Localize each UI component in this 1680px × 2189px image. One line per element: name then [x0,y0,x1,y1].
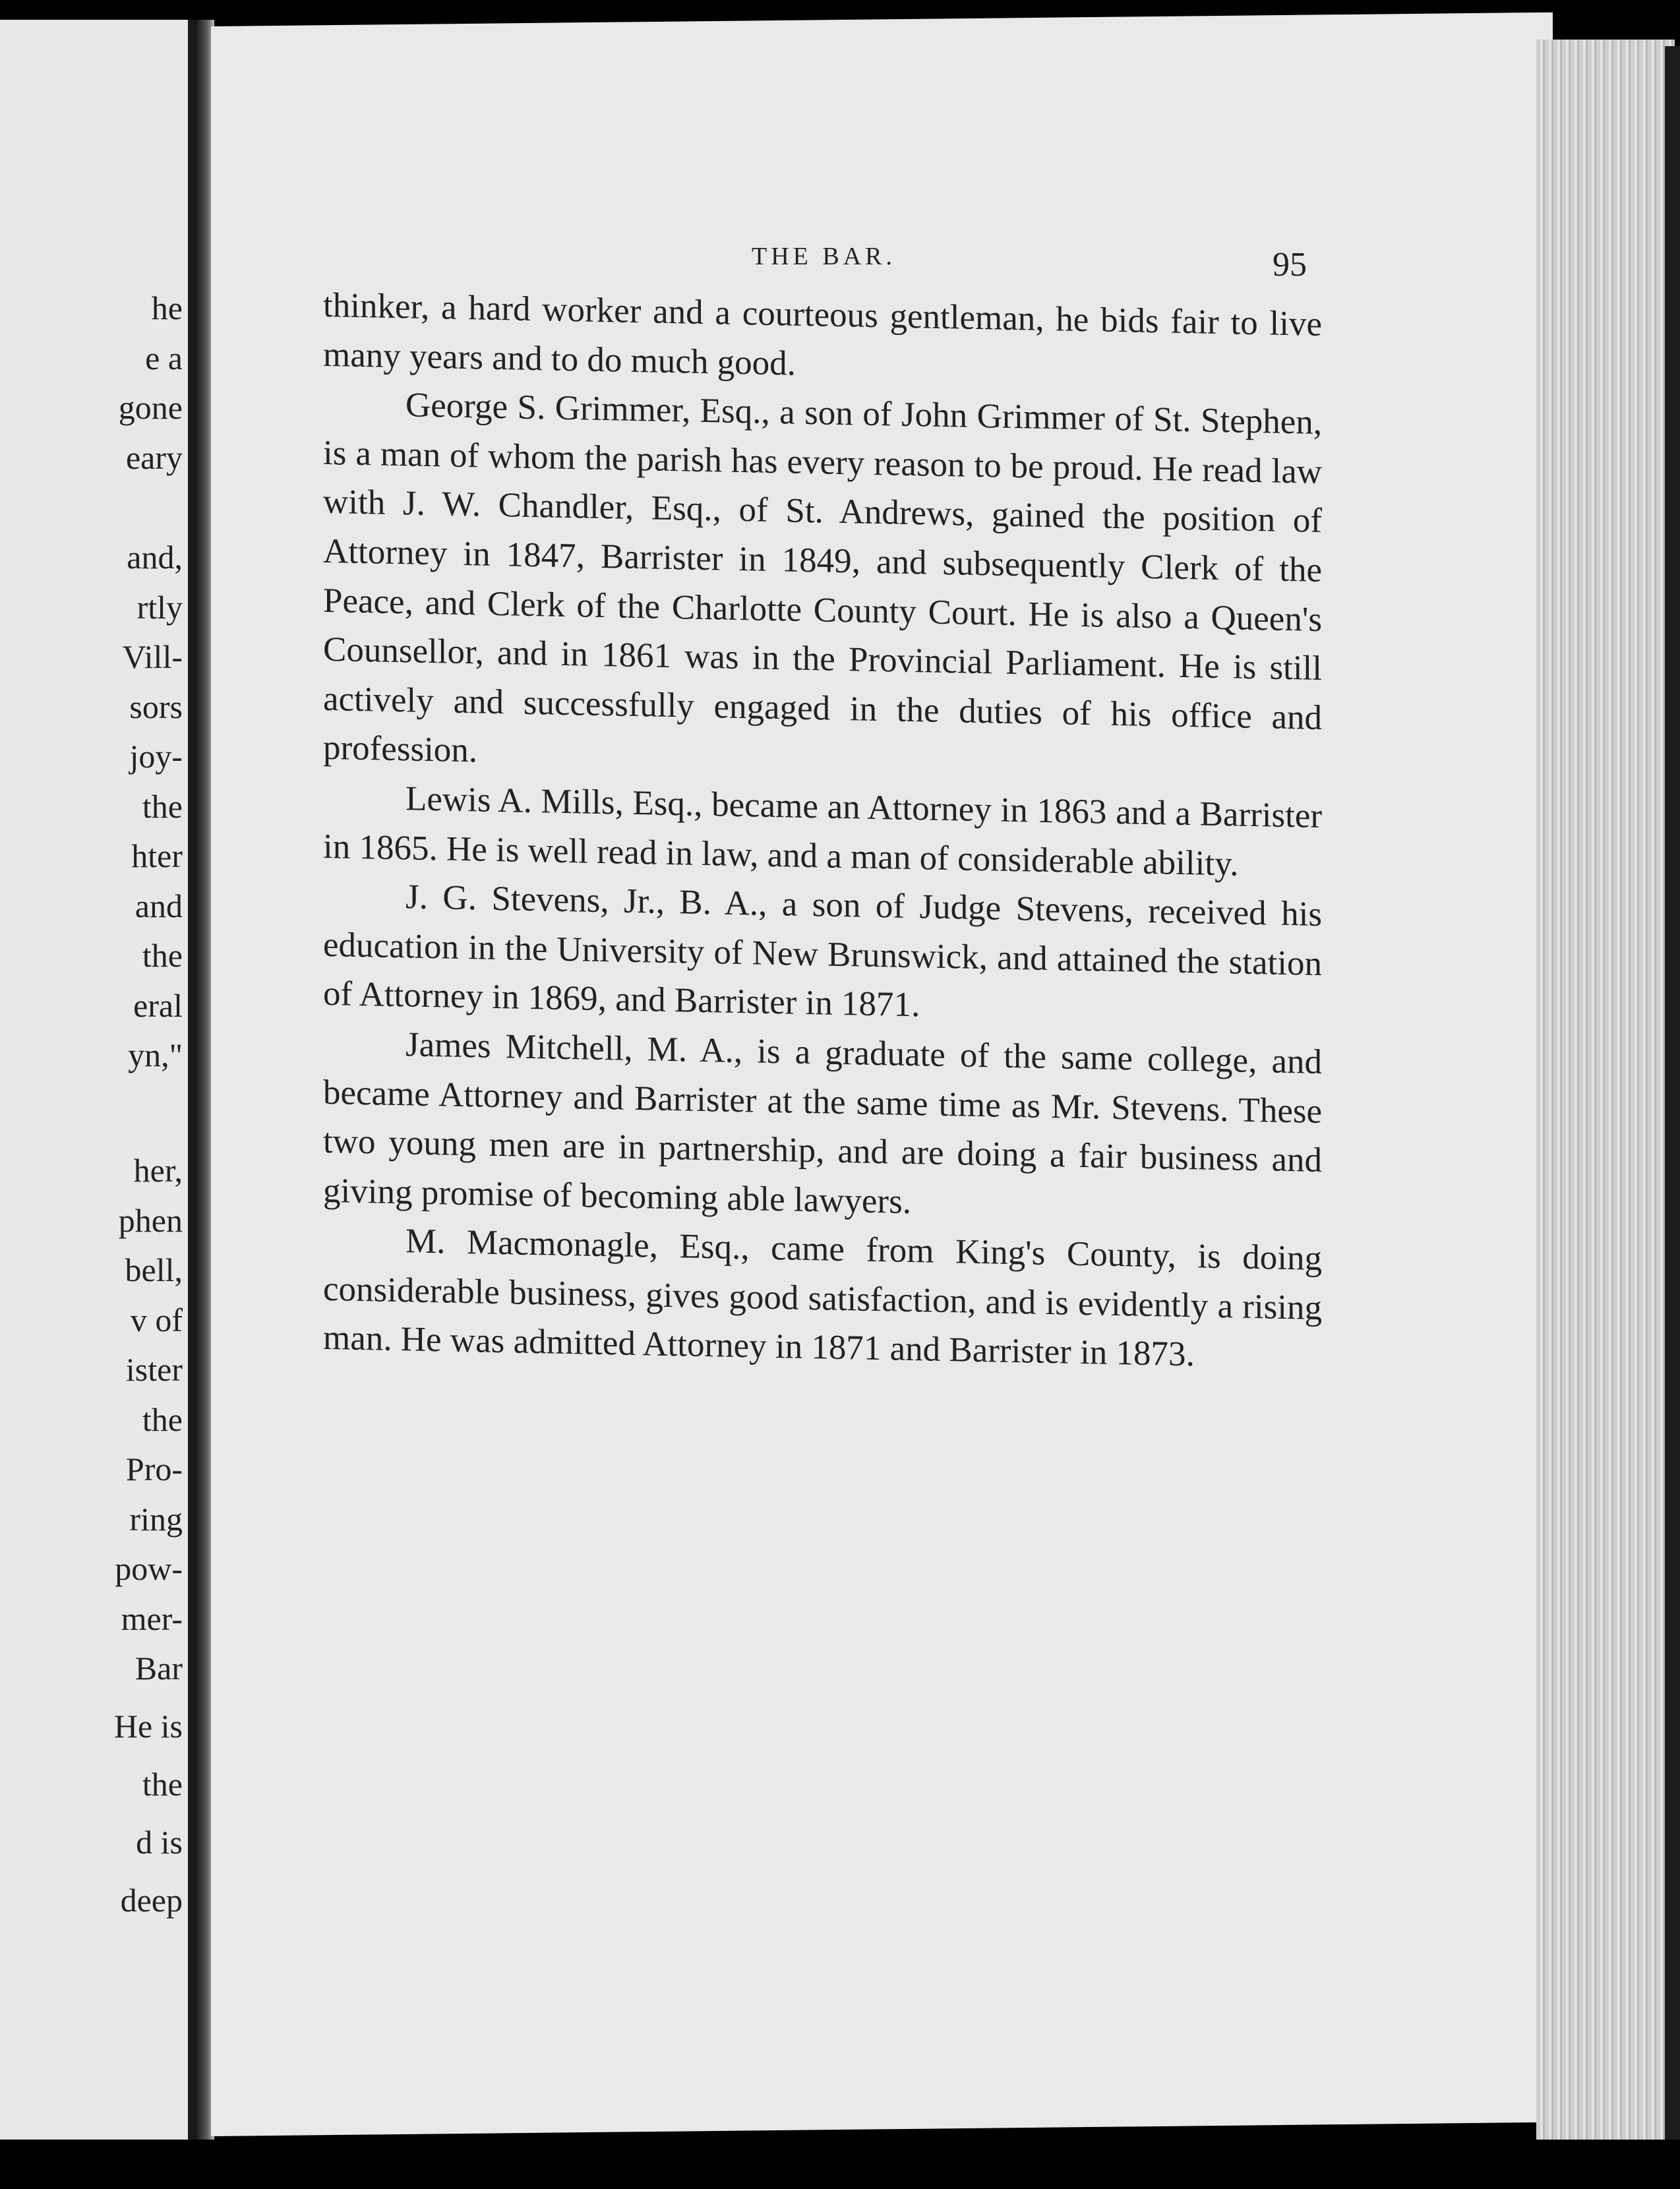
left-page-fragment: pow- [115,1550,183,1587]
left-page-fragment: sors [129,688,183,725]
left-page-fragment: ring [129,1501,183,1538]
scan-background [0,2140,1680,2189]
left-page-fragment: d is [136,1824,183,1861]
paragraph: thinker, a hard worker and a courteous gentleman, he bids fair to live many years and to do much good. [323,285,1322,383]
left-page-fragment: eary [125,439,183,476]
page-number: 95 [1273,246,1307,284]
left-page-fragment: her, [133,1152,183,1189]
left-page-fragment: and [135,887,183,924]
left-page-fragment: e a [145,340,183,376]
left-page-fragment: ister [125,1351,183,1388]
left-page-fragment: the [142,1401,183,1438]
paragraph: George S. Grimmer, Esq., a son of John Grimmer of St. Stephen, is a man of whom the parish has every reason to be proud. He read law with J. W. Chandler, Esq., of St. Andrews, gained the position of Attorney in 1847, Barrister in 1849, and subsequently Clerk of the Peace, and Clerk of the Charlotte County Court. He is also a Queen's Counsellor, and in 1861 was in the Provincial Parliament. He is still actively and successfully engaged in the duties of his office and profession. [323,386,1322,770]
left-page-fragment: v of [130,1302,183,1338]
paragraph: M. Macmonagle, Esq., came from King's County, is doing considerable business, gives good satisfaction, and is evidently a rising man. He was admitted Attorney in 1871 and Barrister in 1873. [323,1222,1322,1374]
left-page [0,20,195,2143]
left-page-fragment: rtly [136,589,183,626]
left-page-fragment: gone [118,389,183,426]
page-edges-shadow [1665,46,1680,2163]
left-page-fragment: mer- [121,1600,183,1637]
paragraph: James Mitchell, M. A., is a graduate of the same college, and became Attorney and Barrister at the same time as Mr. Stevens. These two young men are in partnership, and are doing a fair business and giving promise of becoming able lawyers. [323,1025,1322,1221]
left-page-fragment: yn," [128,1036,183,1073]
body-text [323,281,1322,1382]
left-page-fragment: He is [113,1708,183,1745]
left-page-fragment: eral [133,987,183,1024]
left-page-fragment: Vill- [122,638,183,675]
page-edges [1536,40,1675,2149]
left-page-fragment: and, [127,539,183,576]
paragraph: Lewis A. Mills, Esq., became an Attorney in 1863 and a Barrister in 1865. He is well read in law, and a man of considerable ability. [323,779,1322,884]
left-page-fragment: Bar [135,1650,183,1687]
paragraph: J. G. Stevens, Jr., B. A., a son of Judge Stevens, received his education in the University of New Brunswick, and attained the station of Attorney in 1869, and Barrister in 1871. [323,878,1322,1025]
left-page-fragment: joy- [129,738,183,775]
left-page-fragment: the [142,1766,183,1803]
running-head: THE BAR. [752,243,896,270]
left-page-fragment: hter [131,837,183,874]
left-page-fragment: the [142,788,183,825]
left-page-fragment: deep [120,1882,183,1919]
left-page-fragment: bell, [125,1251,183,1288]
left-page-fragment: Pro- [125,1451,183,1487]
left-page-fragment: phen [118,1202,183,1239]
left-page-fragment: he [151,289,183,326]
left-page-fragment: the [142,937,183,974]
